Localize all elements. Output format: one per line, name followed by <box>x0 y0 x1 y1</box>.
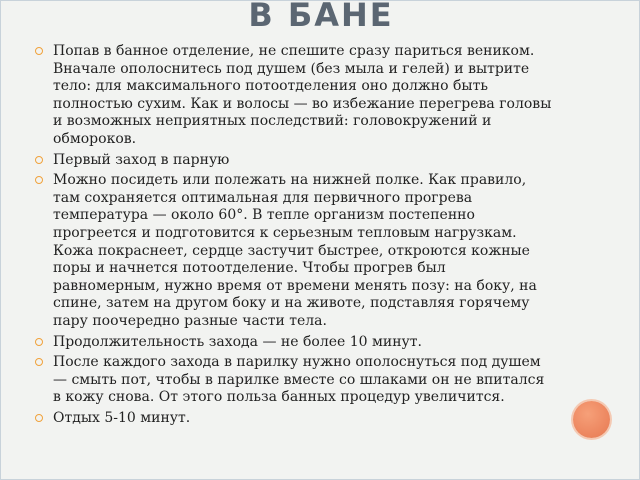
list-item-text: Попав в банное отделение, не спешите сразу париться веником. Вначале ополоснитесь под душем (без мыла и гелей) и вытрите тело: для максимального потоотделения оно должно быть полностью сухим. Как и волосы — во избежание перегрева головы и возможных неприятных последствий: головокружений и обмороков. <box>53 43 552 147</box>
bullet-icon <box>35 176 43 184</box>
bullet-list <box>33 43 553 430</box>
bullet-icon <box>35 338 43 346</box>
list-item <box>33 354 553 407</box>
list-item <box>33 334 553 352</box>
list-item-text: Отдых 5-10 минут. <box>53 409 191 426</box>
list-item-text: Продолжительность захода — не более 10 минут. <box>53 333 422 350</box>
list-item-text: После каждого захода в парилку нужно ополоснуться под душем — смыть пот, чтобы в парилке вместе со шлаками он не впитался в кожу снова. От этого польза банных процедур увеличится. <box>53 354 545 406</box>
bullet-icon <box>35 47 43 55</box>
list-item <box>33 410 553 428</box>
bullet-icon <box>35 414 43 422</box>
slide-title: В БАНЕ <box>248 0 394 34</box>
bullet-icon <box>35 156 43 164</box>
list-item <box>33 172 553 330</box>
list-item <box>33 43 553 149</box>
list-item-text: Первый заход в парную <box>53 151 230 168</box>
list-item-text: Можно посидеть или полежать на нижней полке. Как правило, там сохраняется оптимальная для первичного прогрева температура — около 60°. В тепле организм постепенно прогреется и подготовится к серьезным тепловым нагрузкам. Кожа покраснеет, сердце застучит быстрее, откроются кожные поры и начнется потоотделение. Чтобы прогрев был равномерным, нужно время от времени менять позу: на боку, на спине, затем на другом боку и на животе, подставляя горячему пару поочередно разные части тела. <box>53 172 537 329</box>
list-item <box>33 152 553 170</box>
decorative-circle-icon <box>573 401 610 438</box>
bullet-icon <box>35 358 43 366</box>
